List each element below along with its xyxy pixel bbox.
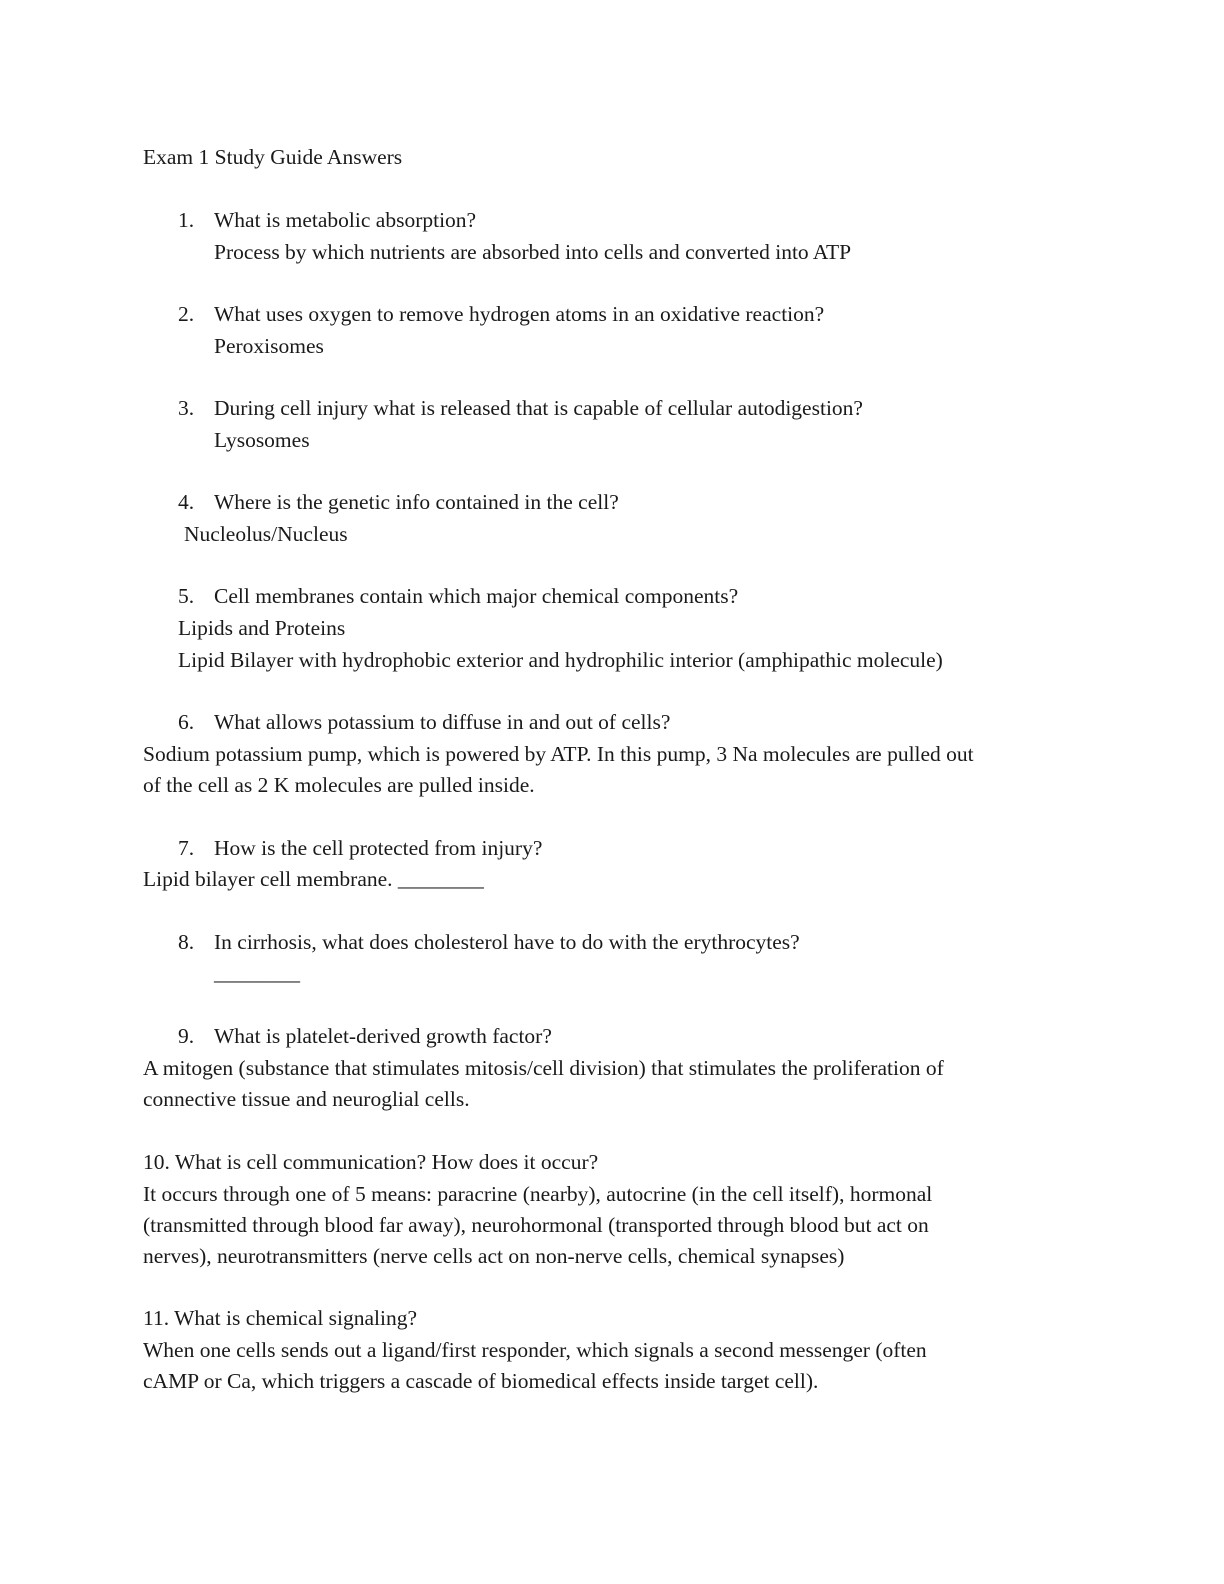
q4-question: Where is the genetic info contained in the cell? [214,490,619,514]
document-title: Exam 1 Study Guide Answers [143,145,403,169]
q1-answer: Process by which nutrients are absorbed into cells and converted into ATP [214,240,852,264]
q8-answer: ________ [214,961,300,985]
q10-answer-line-2: (transmitted through blood far away), neurohormonal (transported through blood but act on [143,1213,929,1237]
q5-number: 5. [178,584,195,608]
q6-answer-line-2: of the cell as 2 K molecules are pulled inside. [143,773,535,797]
q11-answer-line-2: cAMP or Ca, which triggers a cascade of biomedical effects inside target cell). [143,1369,819,1393]
q10-question: 10. What is cell communication? How does it occur? [143,1150,599,1174]
q9-number: 9. [178,1024,195,1048]
q7-answer: Lipid bilayer cell membrane. ________ [143,867,484,891]
q6-number: 6. [178,710,195,734]
q11-answer-line-1: When one cells sends out a ligand/first responder, which signals a second messenger (often [143,1338,927,1362]
q5-question: Cell membranes contain which major chemical components? [214,584,739,608]
q8-number: 8. [178,930,195,954]
q2-number: 2. [178,302,195,326]
q3-number: 3. [178,396,195,420]
q3-answer: Lysosomes [214,428,310,452]
q10-answer-line-3: nerves), neurotransmitters (nerve cells act on non-nerve cells, chemical synapses) [143,1244,845,1268]
q8-question: In cirrhosis, what does cholesterol have to do with the erythrocytes? [214,930,800,954]
q6-answer-line-1: Sodium potassium pump, which is powered by ATP. In this pump, 3 Na molecules are pulled out [143,742,974,766]
q11-question: 11. What is chemical signaling? [143,1306,418,1330]
q5-answer-line-2: Lipid Bilayer with hydrophobic exterior and hydrophilic interior (amphipathic molecule) [178,648,943,672]
q10-answer-line-1: It occurs through one of 5 means: paracrine (nearby), autocrine (in the cell itself), hormonal [143,1182,933,1206]
q2-question: What uses oxygen to remove hydrogen atoms in an oxidative reaction? [214,302,825,326]
q1-question: What is metabolic absorption? [214,208,477,232]
q4-answer: Nucleolus/Nucleus [184,522,348,546]
q3-question: During cell injury what is released that is capable of cellular autodigestion? [214,396,863,420]
q9-answer-line-1: A mitogen (substance that stimulates mitosis/cell division) that stimulates the proliferation of [143,1056,944,1080]
q9-question: What is platelet-derived growth factor? [214,1024,552,1048]
q4-number: 4. [178,490,195,514]
q5-answer-line-1: Lipids and Proteins [178,616,346,640]
q6-question: What allows potassium to diffuse in and out of cells? [214,710,671,734]
q7-question: How is the cell protected from injury? [214,836,543,860]
q1-number: 1. [178,208,195,232]
q2-answer: Peroxisomes [214,334,324,358]
q7-number: 7. [178,836,195,860]
q9-answer-line-2: connective tissue and neuroglial cells. [143,1087,470,1111]
